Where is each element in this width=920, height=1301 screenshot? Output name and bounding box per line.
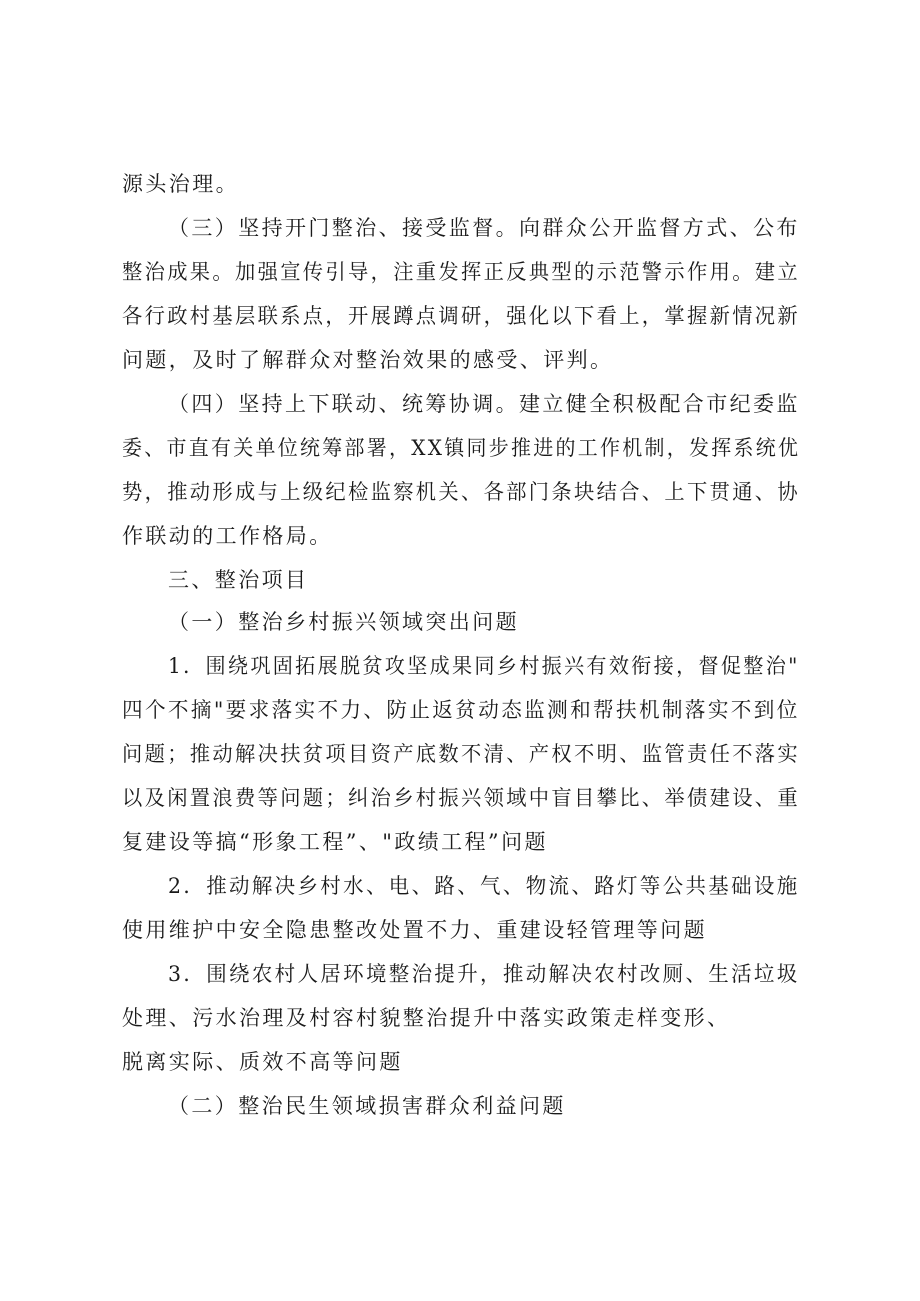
- subsection-heading-2: （二）整治民生领域损害群众利益问题: [168, 1094, 566, 1118]
- text-line-6: （四）坚持上下联动、统筹协调。建立健全积极配合市纪委监: [168, 392, 800, 416]
- text-line-19: 3．围绕农村人居环境整治提升，推动解决农村改厕、生活垃圾: [168, 962, 800, 986]
- text-line-3: 整治成果。加强宣传引导，注重发挥正反典型的示范警示作用。建立: [122, 260, 800, 284]
- section-heading: 三、整治项目: [168, 568, 309, 592]
- text-line-14: 问题；推动解决扶贫项目资产底数不清、产权不明、监管责任不落实: [122, 742, 800, 766]
- text-line-20: 处理、污水治理及村容村貌整治提升中落实政策走样变形、: [122, 1006, 731, 1030]
- text-line-1: 源头治理。: [122, 172, 239, 196]
- text-line-21: 脱离实际、质效不高等问题: [122, 1050, 403, 1074]
- text-line-18: 使用维护中安全隐患整改处置不力、重建设轻管理等问题: [122, 918, 707, 942]
- text-line-16: 复建设等搞“形象工程”、"政绩工程”问题: [122, 830, 548, 854]
- text-line-12: 1．围绕巩固拓展脱贫攻坚成果同乡村振兴有效衔接，督促整治": [168, 654, 800, 678]
- text-line-2: （三）坚持开门整治、接受监督。向群众公开监督方式、公布: [168, 216, 800, 240]
- text-line-5: 问题，及时了解群众对整治效果的感受、评判。: [122, 348, 614, 372]
- text-line-7: 委、市直有关单位统筹部署，XX镇同步推进的工作机制，发挥系统优: [122, 436, 801, 460]
- subsection-heading-1: （一）整治乡村振兴领域突出问题: [168, 610, 519, 634]
- text-line-8: 势，推动形成与上级纪检监察机关、各部门条块结合、上下贯通、协: [122, 480, 800, 504]
- text-line-9: 作联动的工作格局。: [122, 524, 333, 548]
- text-line-4: 各行政村基层联系点，开展蹲点调研，强化以下看上，掌握新情况新: [122, 304, 800, 328]
- text-line-13: 四个不摘"要求落实不力、防止返贫动态监测和帮扶机制落实不到位: [122, 698, 800, 722]
- text-line-15: 以及闲置浪费等问题；纠治乡村振兴领域中盲目攀比、举债建设、重: [122, 786, 800, 810]
- text-line-17: 2．推动解决乡村水、电、路、气、物流、路灯等公共基础设施: [168, 874, 800, 898]
